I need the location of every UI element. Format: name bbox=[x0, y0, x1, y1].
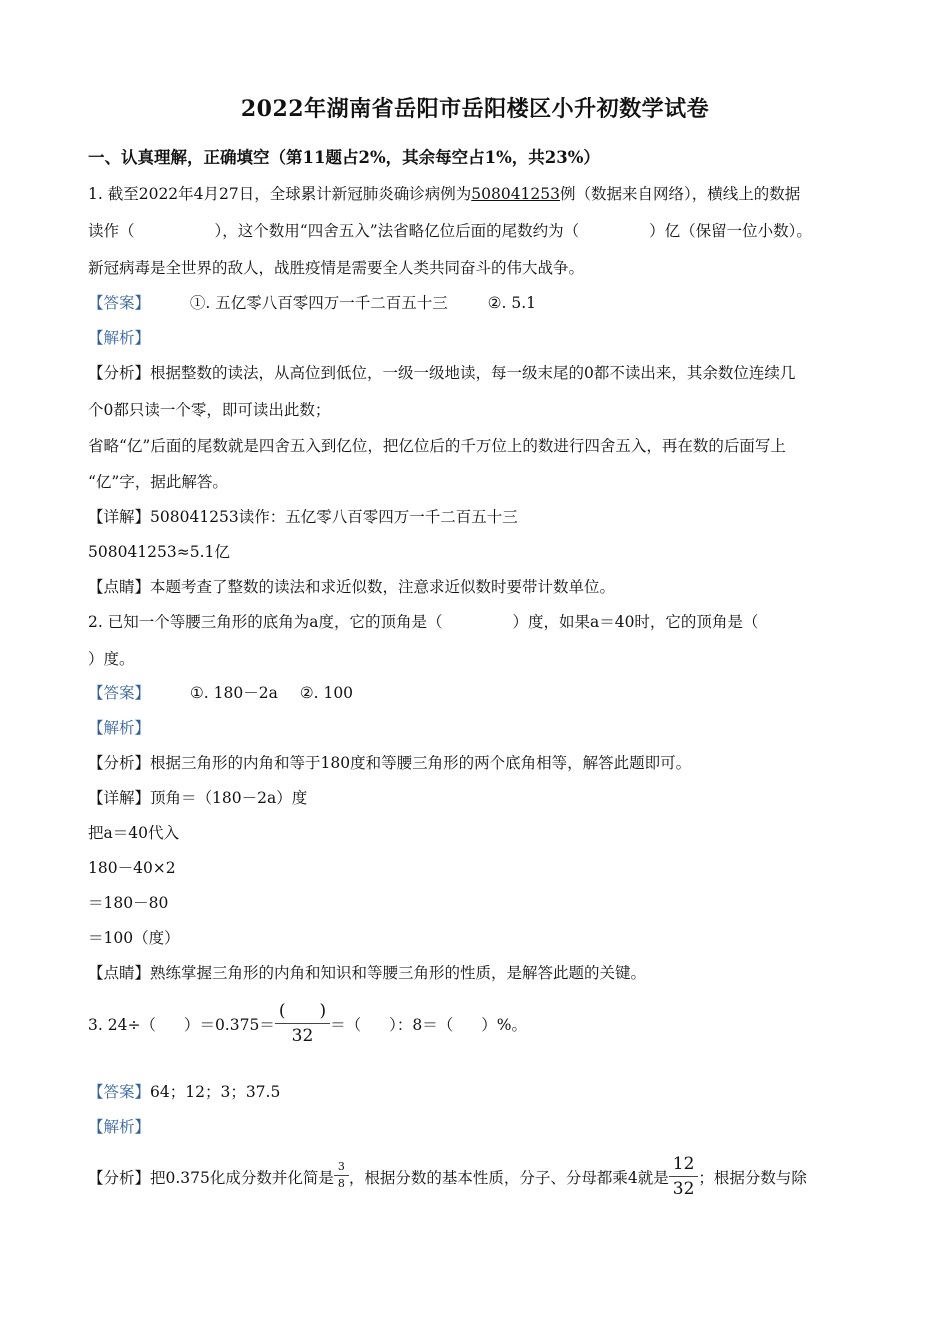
jiexi-tag: 【解析】 bbox=[88, 1118, 151, 1136]
fraction-numerator: 3 bbox=[337, 1159, 345, 1173]
q2-line-1 bbox=[88, 612, 758, 632]
fenxi-text: ，根据分数的基本性质，分子、分母都乘4就是 bbox=[348, 1169, 669, 1187]
dianjing-tag: 【点睛】 bbox=[88, 964, 151, 982]
q1-fenxi-1 bbox=[88, 363, 795, 383]
q2-xiangjie-3: 180－40×2 bbox=[88, 859, 176, 877]
answer-value: ②. 100 bbox=[299, 684, 354, 702]
answer-value: 64；12；3；37.5 bbox=[150, 1083, 281, 1101]
section-heading: 一、认真理解，正确填空（第11题占2%，其余每空占1%，共23%） bbox=[88, 148, 600, 167]
fenxi-text: 根据整数的读法，从高位到低位，一级一级地读，每一级末尾的0都不读出来，其余数位连续几 bbox=[150, 364, 796, 382]
fraction-12-32 bbox=[669, 1153, 699, 1200]
q2-dianjing bbox=[88, 963, 646, 983]
q1-text: 读作（ bbox=[88, 222, 135, 240]
q2-xiangjie-5: ＝100（度） bbox=[88, 929, 180, 947]
dianjing-tag: 【点睛】 bbox=[88, 578, 151, 596]
fraction-numerator: ( ) bbox=[278, 1000, 327, 1021]
q1-dianjing bbox=[88, 577, 615, 597]
fenxi-tag: 【分析】 bbox=[88, 754, 151, 772]
answer-tag: 【答案】 bbox=[88, 684, 151, 702]
jiexi-tag: 【解析】 bbox=[88, 329, 151, 347]
dianjing-text: 本题考查了整数的读法和求近似数，注意求近似数时要带计数单位。 bbox=[150, 578, 616, 596]
q3-text: ）＝0.375＝ bbox=[183, 1016, 275, 1034]
q3-answer bbox=[88, 1082, 280, 1102]
fraction-denominator: 32 bbox=[672, 1178, 695, 1199]
q1-number: 508041253 bbox=[471, 185, 561, 203]
q1-text: 例（数据来自网络），横线上的数据 bbox=[560, 185, 801, 203]
q2-fenxi bbox=[88, 753, 691, 773]
q1-text: ），这个数用“四舍五入”法省略亿位后面的尾数约为（ bbox=[214, 222, 580, 240]
xiangjie-tag: 【详解】 bbox=[88, 508, 151, 526]
q3-text: 3. 24÷（ bbox=[88, 1016, 156, 1034]
page-title: 2022年湖南省岳阳市岳阳楼区小升初数学试卷 bbox=[240, 96, 710, 122]
q1-answer bbox=[88, 293, 536, 313]
q1-fenxi-2: 个0都只读一个零，即可读出此数； bbox=[88, 401, 331, 419]
answer-value: ①. 180－2a bbox=[189, 684, 278, 702]
q2-answer bbox=[88, 683, 353, 703]
q1-fenxi-3: 省略“亿”后面的尾数就是四舍五入到亿位，把亿位后的千万位上的数进行四舍五入，再在数的后面写上 bbox=[88, 437, 786, 455]
q2-text: ）度，如果a＝40时，它的顶角是（ bbox=[512, 613, 759, 631]
answer-value: ①. 五亿零八百零四万一千二百五十三 bbox=[189, 294, 448, 312]
xiangjie-tag: 【详解】 bbox=[88, 789, 151, 807]
fenxi-text: ；根据分数与除 bbox=[698, 1169, 807, 1187]
answer-value: ②. 5.1 bbox=[487, 294, 537, 312]
fraction-denominator: 8 bbox=[337, 1176, 345, 1190]
q1-line-3: 新冠病毒是全世界的敌人，战胜疫情是需要全人类共同奋斗的伟大战争。 bbox=[88, 259, 585, 277]
q2-line-2: ）度。 bbox=[88, 650, 135, 668]
q3-line bbox=[88, 1000, 527, 1050]
q2-xiangjie-2: 把a＝40代入 bbox=[88, 824, 179, 842]
q1-line-2 bbox=[88, 221, 812, 241]
q1-line-1 bbox=[88, 184, 800, 204]
xiangjie-text: 顶角＝（180－2a）度 bbox=[150, 789, 308, 807]
fenxi-text: 根据三角形的内角和等于180度和等腰三角形的两个底角相等，解答此题即可。 bbox=[150, 754, 692, 772]
q3-fraction bbox=[275, 1000, 330, 1047]
q1-xiangjie-2: 508041253≈5.1亿 bbox=[88, 543, 230, 561]
q3-text: ）%。 bbox=[481, 1016, 527, 1034]
fraction-numerator: 12 bbox=[672, 1153, 695, 1174]
xiangjie-text: 508041253读作：五亿零八百零四万一千二百五十三 bbox=[150, 508, 518, 526]
fraction-3-8 bbox=[334, 1160, 349, 1191]
fenxi-text: 把0.375化成分数并化简是 bbox=[150, 1169, 334, 1187]
answer-tag: 【答案】 bbox=[88, 294, 151, 312]
answer-tag: 【答案】 bbox=[88, 1083, 151, 1101]
q3-fenxi bbox=[88, 1150, 807, 1206]
q1-text: 1. 截至2022年4月27日，全球累计新冠肺炎确诊病例为 bbox=[88, 185, 472, 203]
q3-text: ＝（ bbox=[330, 1016, 362, 1034]
q2-xiangjie-1 bbox=[88, 788, 307, 808]
dianjing-text: 熟练掌握三角形的内角和知识和等腰三角形的性质，是解答此题的关键。 bbox=[150, 964, 647, 982]
q3-text: ）：8＝（ bbox=[389, 1016, 454, 1034]
fenxi-tag: 【分析】 bbox=[88, 364, 151, 382]
jiexi-tag: 【解析】 bbox=[88, 719, 151, 737]
q2-xiangjie-4: ＝180－80 bbox=[88, 894, 169, 912]
fraction-denominator: 32 bbox=[291, 1025, 314, 1046]
q1-xiangjie-1 bbox=[88, 507, 518, 527]
q2-text: 2. 已知一个等腰三角形的底角为a度，它的顶角是（ bbox=[88, 613, 443, 631]
q1-text: ）亿（保留一位小数）。 bbox=[649, 222, 812, 240]
fenxi-tag: 【分析】 bbox=[88, 1169, 151, 1187]
q1-fenxi-4: “亿”字，据此解答。 bbox=[88, 473, 228, 491]
